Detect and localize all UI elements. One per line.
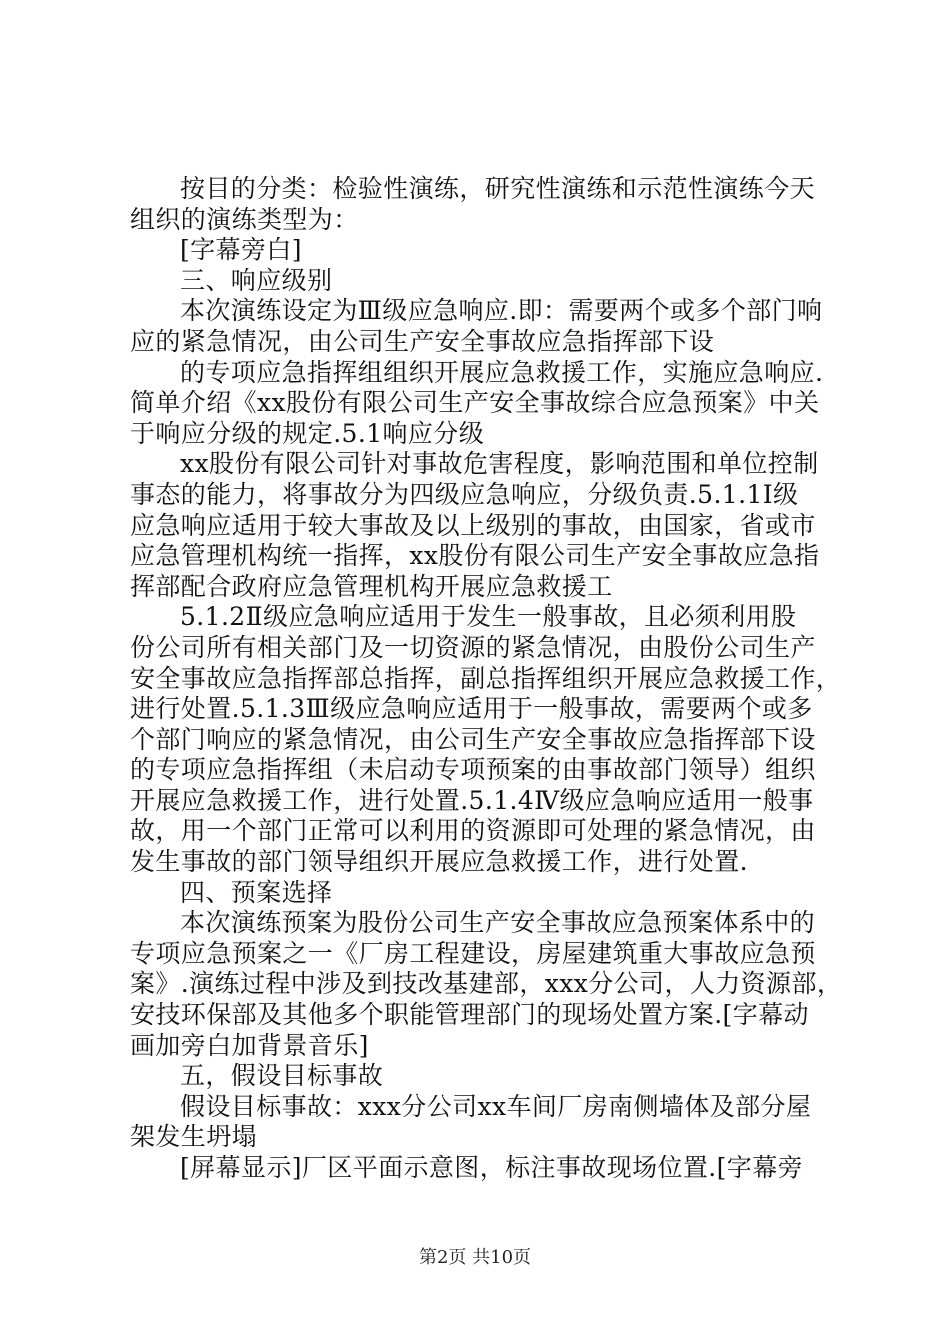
text-line: 四、预案选择 bbox=[180, 877, 333, 907]
document-body bbox=[130, 174, 843, 1184]
text-line: 开展应急救援工作，进行处置.5.1.4Ⅳ级应急响应适用一般事 bbox=[130, 785, 814, 815]
text-line: 假设目标事故：xxx分公司xx车间厂房南侧墙体及部分屋 bbox=[180, 1091, 812, 1121]
text-line: 画加旁白加背景音乐] bbox=[130, 1030, 369, 1060]
text-line: [屏幕显示]厂区平面示意图，标注事故现场位置.[字幕旁 bbox=[180, 1153, 804, 1182]
text-line: 的专项应急指挥组组织开展应急救援工作，实施应急响应. bbox=[180, 357, 824, 387]
text-line: 于响应分级的规定.5.1响应分级 bbox=[130, 418, 485, 448]
text-line: 五，假设目标事故 bbox=[180, 1061, 384, 1091]
text-line: 案》.演练过程中涉及到技改基建部，xxx分公司，人力资源部， bbox=[130, 969, 843, 999]
text-line: 专项应急预案之一《厂房工程建设，房屋建筑重大事故应急预 bbox=[130, 938, 816, 968]
text-line: 的专项应急指挥组（未启动专项预案的由事故部门领导）组织 bbox=[130, 755, 816, 785]
text-line: 故，用一个部门正常可以利用的资源即可处理的紧急情况，由 bbox=[130, 816, 816, 846]
text-line: 个部门响应的紧急情况，由公司生产安全事故应急指挥部下设 bbox=[130, 724, 816, 754]
text-line: 应急响应适用于较大事故及以上级别的事故，由国家，省或市 bbox=[130, 510, 816, 540]
text-line: 发生事故的部门领导组织开展应急救援工作，进行处置. bbox=[130, 847, 748, 877]
text-line: 架发生坍塌 bbox=[130, 1122, 258, 1152]
text-line: 组织的演练类型为： bbox=[130, 204, 359, 234]
text-line: [字幕旁白] bbox=[180, 235, 302, 265]
text-line: 应的紧急情况，由公司生产安全事故应急指挥部下设 bbox=[130, 326, 715, 356]
text-line: 份公司所有相关部门及一切资源的紧急情况，由股份公司生产 bbox=[130, 632, 816, 662]
text-line: 三、响应级别 bbox=[180, 265, 333, 295]
text-line: 应急管理机构统一指挥，xx股份有限公司生产安全事故应急指 bbox=[130, 541, 820, 571]
text-line: 安技环保部及其他多个职能管理部门的现场处置方案.[字幕动 bbox=[130, 1000, 809, 1030]
text-line: 按目的分类：检验性演练，研究性演练和示范性演练今天 bbox=[180, 174, 816, 203]
text-line: 简单介绍《xx股份有限公司生产安全事故综合应急预案》中关 bbox=[130, 388, 820, 418]
page-footer: 第2页 共10页 bbox=[418, 1247, 532, 1268]
text-line: 5.1.2Ⅱ级应急响应适用于发生一般事故，且必须利用股 bbox=[180, 602, 797, 632]
text-line: 本次演练预案为股份公司生产安全事故应急预案体系中的 bbox=[180, 908, 816, 938]
text-line: 挥部配合政府应急管理机构开展应急救援工 bbox=[130, 571, 613, 601]
text-line: 进行处置.5.1.3Ⅲ级应急响应适用于一般事故，需要两个或多 bbox=[130, 694, 813, 724]
text-line: 本次演练设定为Ⅲ级应急响应.即：需要两个或多个部门响 bbox=[180, 296, 823, 326]
text-line: xx股份有限公司针对事故危害程度，影响范围和单位控制 bbox=[180, 449, 819, 479]
text-line: 事态的能力，将事故分为四级应急响应，分级负责.5.1.1Ⅰ级 bbox=[130, 479, 799, 509]
text-line: 安全事故应急指挥部总指挥，副总指挥组织开展应急救援工作， bbox=[130, 663, 842, 693]
